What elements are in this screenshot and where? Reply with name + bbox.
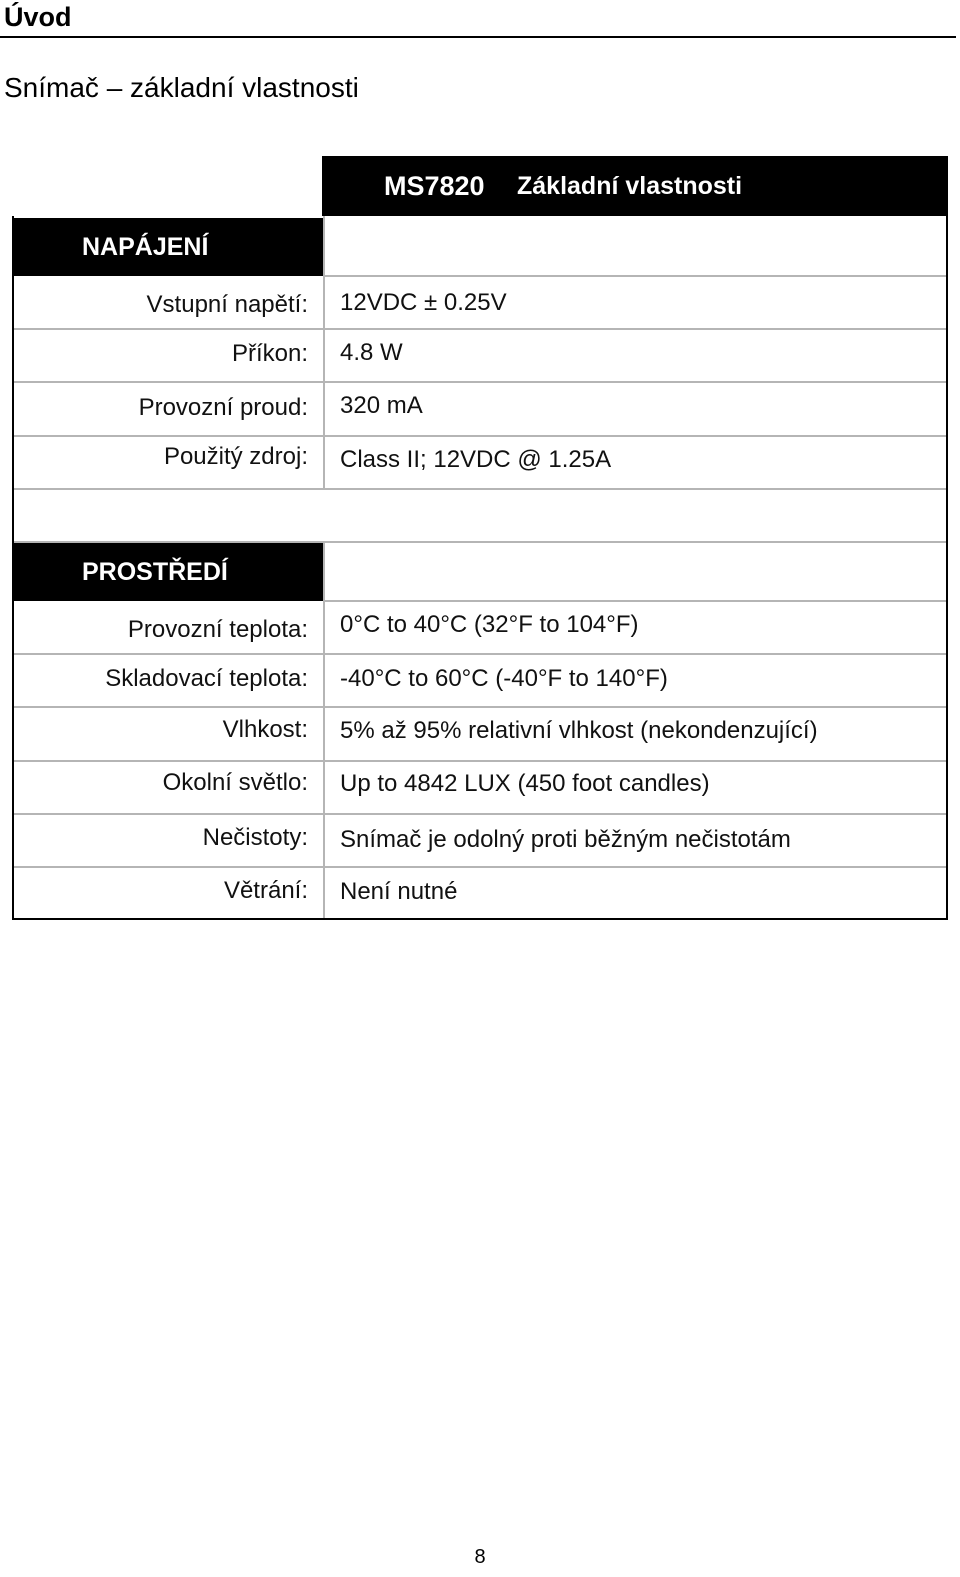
section-header-prostredi	[14, 543, 323, 601]
row-divider	[14, 488, 946, 490]
row-divider	[14, 328, 946, 330]
row-label: Vstupní napětí:	[146, 291, 308, 318]
column-divider	[323, 216, 325, 490]
row-label: Provozní proud:	[138, 394, 308, 421]
row-divider	[14, 653, 946, 655]
row-divider	[14, 706, 946, 708]
row-divider	[323, 275, 946, 277]
row-value: 5% až 95% relativní vlhkost (nekondenzující)	[340, 717, 818, 744]
row-value: 12VDC ± 0.25V	[340, 289, 507, 316]
row-value: 320 mA	[340, 392, 423, 419]
page-subheading: Snímač – základní vlastnosti	[4, 72, 359, 103]
page-heading: Úvod	[4, 2, 72, 32]
model-name: MS7820	[384, 171, 485, 201]
section-title: NAPÁJENÍ	[82, 233, 209, 261]
table-title: Základní vlastnosti	[517, 172, 743, 200]
row-value: 4.8 W	[340, 339, 403, 366]
row-value: -40°C to 60°C (-40°F to 140°F)	[340, 665, 668, 692]
row-value: Class II; 12VDC @ 1.25A	[340, 446, 612, 473]
row-divider	[14, 813, 946, 815]
row-label: Příkon:	[231, 340, 308, 367]
row-value: 0°C to 40°C (32°F to 104°F)	[340, 611, 639, 638]
row-value: Up to 4842 LUX (450 foot candles)	[340, 770, 710, 797]
row-divider	[14, 381, 946, 383]
row-label: Provozní teplota:	[127, 616, 308, 643]
row-label: Okolní světlo:	[162, 769, 308, 796]
section-title: PROSTŘEDÍ	[82, 558, 228, 586]
row-label: Použitý zdroj:	[163, 443, 308, 470]
table-title-bar	[322, 156, 948, 216]
row-value: Není nutné	[340, 878, 458, 905]
row-divider	[14, 760, 946, 762]
section-header-napajeni	[14, 218, 323, 276]
column-divider	[323, 542, 325, 918]
page-number: 8	[474, 1546, 486, 1568]
row-label: Vlhkost:	[222, 716, 308, 743]
row-label: Větrání:	[223, 877, 308, 904]
row-divider	[323, 600, 946, 602]
row-value: Snímač je odolný proti běžným nečistotám	[340, 826, 791, 853]
row-label: Nečistoty:	[202, 824, 308, 851]
row-divider	[14, 435, 946, 437]
row-divider	[14, 866, 946, 868]
row-label: Skladovací teplota:	[105, 665, 308, 692]
